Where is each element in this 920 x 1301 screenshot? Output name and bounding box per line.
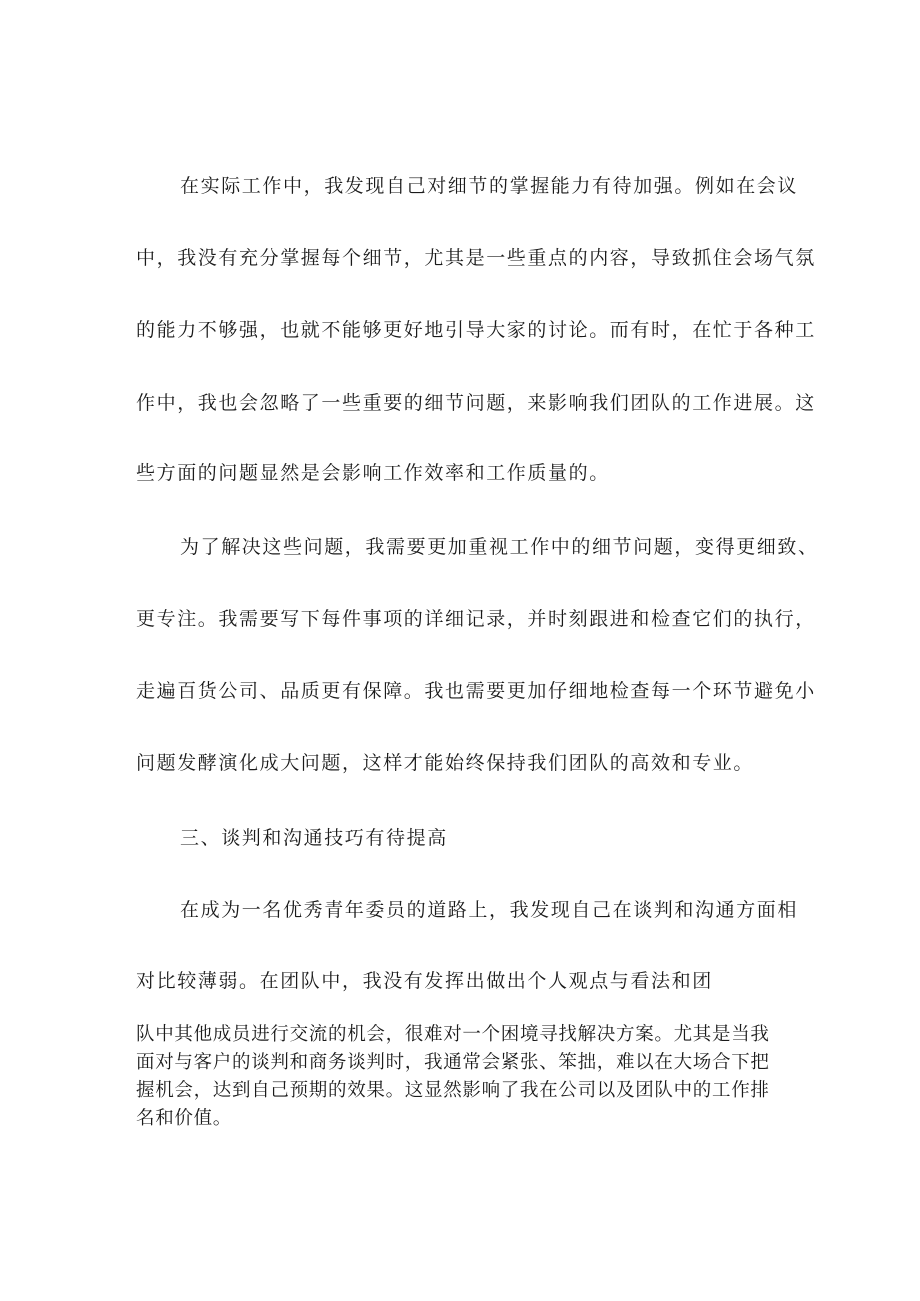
paragraph-3-line-4: 面对与客户的谈判和商务谈判时，我通常会紧张、笨拙，难以在大场合下把 <box>136 1052 770 1073</box>
paragraph-3-line-2: 对比较薄弱。在团队中，我没有发挥出做出个人观点与看法和团 <box>136 970 713 992</box>
paragraph-3-line-1: 在成为一名优秀青年委员的道路上，我发现自己在谈判和沟通方面相 <box>180 899 799 921</box>
paragraph-2-line-1: 为了解决这些问题，我需要更加重视工作中的细节问题，变得更细致、 <box>180 536 819 558</box>
section-heading-3: 三、谈判和沟通技巧有待提高 <box>180 827 448 849</box>
paragraph-2-line-2: 更专注。我需要写下每件事项的详细记录，并时刻跟进和检查它们的执行， <box>136 608 816 630</box>
paragraph-3-line-3: 队中其他成员进行交流的机会，很难对一个困境寻找解决方案。尤其是当我 <box>136 1024 770 1045</box>
paragraph-2-line-4: 问题发酵演化成大问题，这样才能始终保持我们团队的高效和专业。 <box>136 752 755 774</box>
paragraph-1-line-5: 些方面的问题显然是会影响工作效率和工作质量的。 <box>136 462 610 484</box>
paragraph-1-line-3: 的能力不够强，也就不能够更好地引导大家的讨论。而有时，在忙于各种工 <box>136 319 816 341</box>
paragraph-1-line-1: 在实际工作中，我发现自己对细节的掌握能力有待加强。例如在会议 <box>180 175 799 197</box>
paragraph-3-line-6: 名和价值。 <box>136 1108 233 1129</box>
paragraph-2-line-3: 走遍百货公司、品质更有保障。我也需要更加仔细地检查每一个环节避免小 <box>136 680 816 702</box>
paragraph-1-line-2: 中，我没有充分掌握每个细节，尤其是一些重点的内容，导致抓住会场气氛 <box>136 247 816 269</box>
paragraph-1-line-4: 作中，我也会忽略了一些重要的细节问题，来影响我们团队的工作进展。这 <box>136 392 816 414</box>
paragraph-3-line-5: 握机会，达到自己预期的效果。这显然影响了我在公司以及团队中的工作排 <box>136 1080 770 1101</box>
